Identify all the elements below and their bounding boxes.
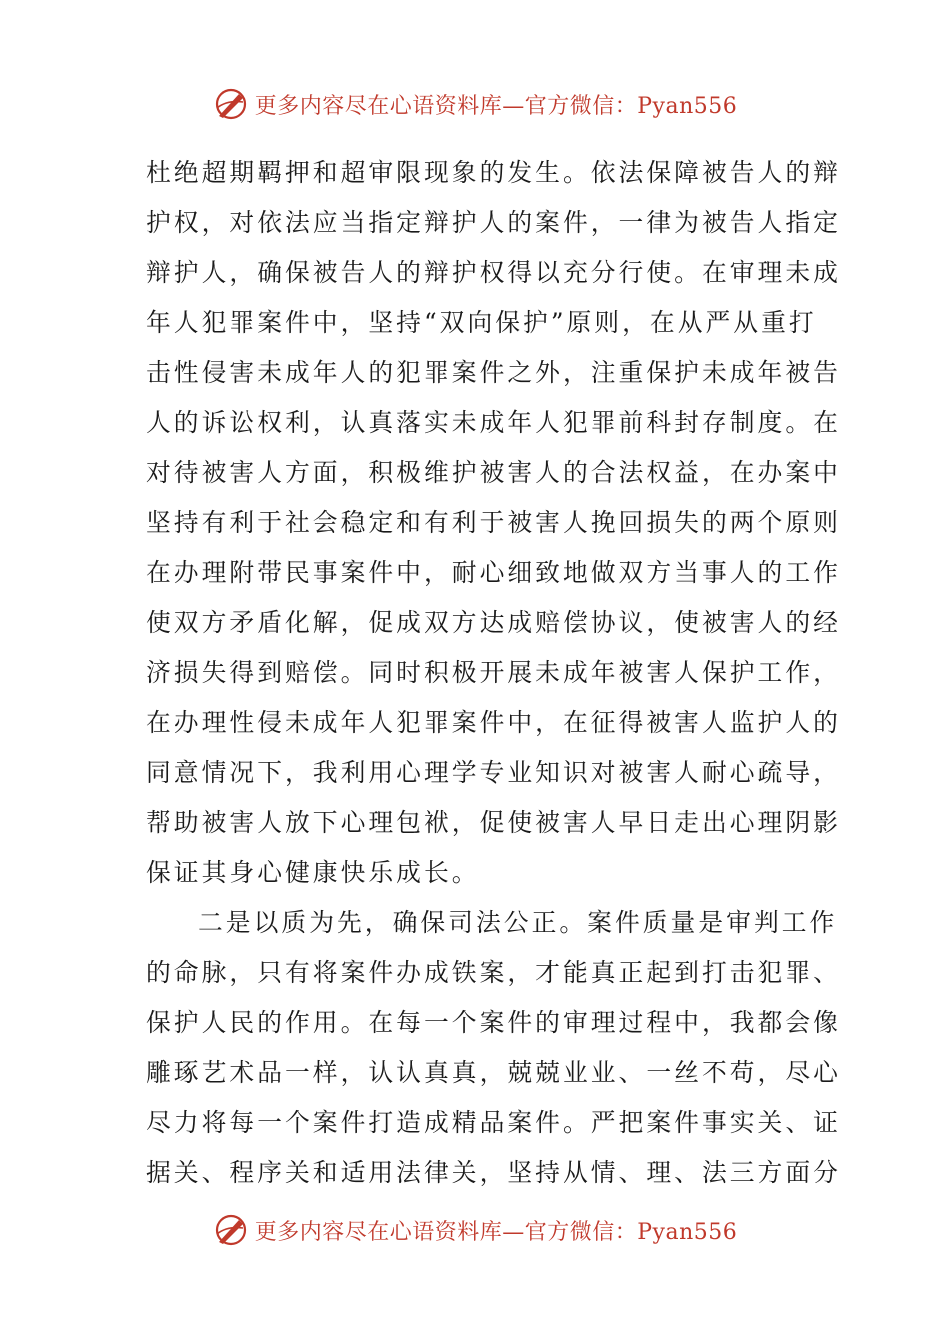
header-banner-text: 更多内容尽在心语资料库—官方微信：Pyan556 [254,93,738,119]
body-line: 在办理附带民事案件中，耐心细致地做双方当事人的工作 [146,558,841,587]
body-line: 济损失得到赔偿。同时积极开展未成年被害人保护工作， [146,658,841,687]
body-line: 雕琢艺术品一样，认认真真，兢兢业业、一丝不苟，尽心 [146,1058,841,1087]
body-line: 保证其身心健康快乐成长。 [146,858,480,887]
body-line: 在办理性侵未成年人犯罪案件中，在征得被害人监护人的 [146,708,841,737]
body-line: 同意情况下，我利用心理学专业知识对被害人耐心疏导， [146,758,841,787]
body-line: 尽力将每一个案件打造成精品案件。严把案件事实关、证 [146,1108,841,1137]
body-line: 帮助被害人放下心理包袱，促使被害人早日走出心理阴影 [146,808,841,837]
body-line: 杜绝超期羁押和超审限现象的发生。依法保障被告人的辩 [146,158,841,187]
pen-logo-icon [213,1212,249,1248]
document-body [146,148,841,1198]
body-line: 击性侵害未成年人的犯罪案件之外，注重保护未成年被告 [146,358,841,387]
body-line: 人的诉讼权利，认真落实未成年人犯罪前科封存制度。在 [146,408,841,437]
pen-logo-icon [213,86,249,122]
footer-banner [0,1210,950,1250]
body-line: 对待被害人方面，积极维护被害人的合法权益，在办案中 [146,458,841,487]
footer-banner-text: 更多内容尽在心语资料库—官方微信：Pyan556 [254,1219,738,1245]
body-line: 的命脉，只有将案件办成铁案，才能真正起到打击犯罪、 [146,958,841,987]
paragraph-start-line: 二是以质为先，确保司法公正。案件质量是审判工作 [198,908,838,937]
body-line: 保护人民的作用。在每一个案件的审理过程中，我都会像 [146,1008,841,1037]
header-banner [0,84,950,124]
body-line: 年人犯罪案件中，坚持“双向保护”原则，在从严从重打 [146,308,817,337]
body-line: 护权，对依法应当指定辩护人的案件，一律为被告人指定 [146,208,841,237]
body-line: 辩护人，确保被告人的辩护权得以充分行使。在审理未成 [146,258,841,287]
body-line: 坚持有利于社会稳定和有利于被害人挽回损失的两个原则 [146,508,841,537]
body-line: 使双方矛盾化解，促成双方达成赔偿协议，使被害人的经 [146,608,841,637]
body-line: 据关、程序关和适用法律关，坚持从情、理、法三方面分 [146,1158,841,1187]
